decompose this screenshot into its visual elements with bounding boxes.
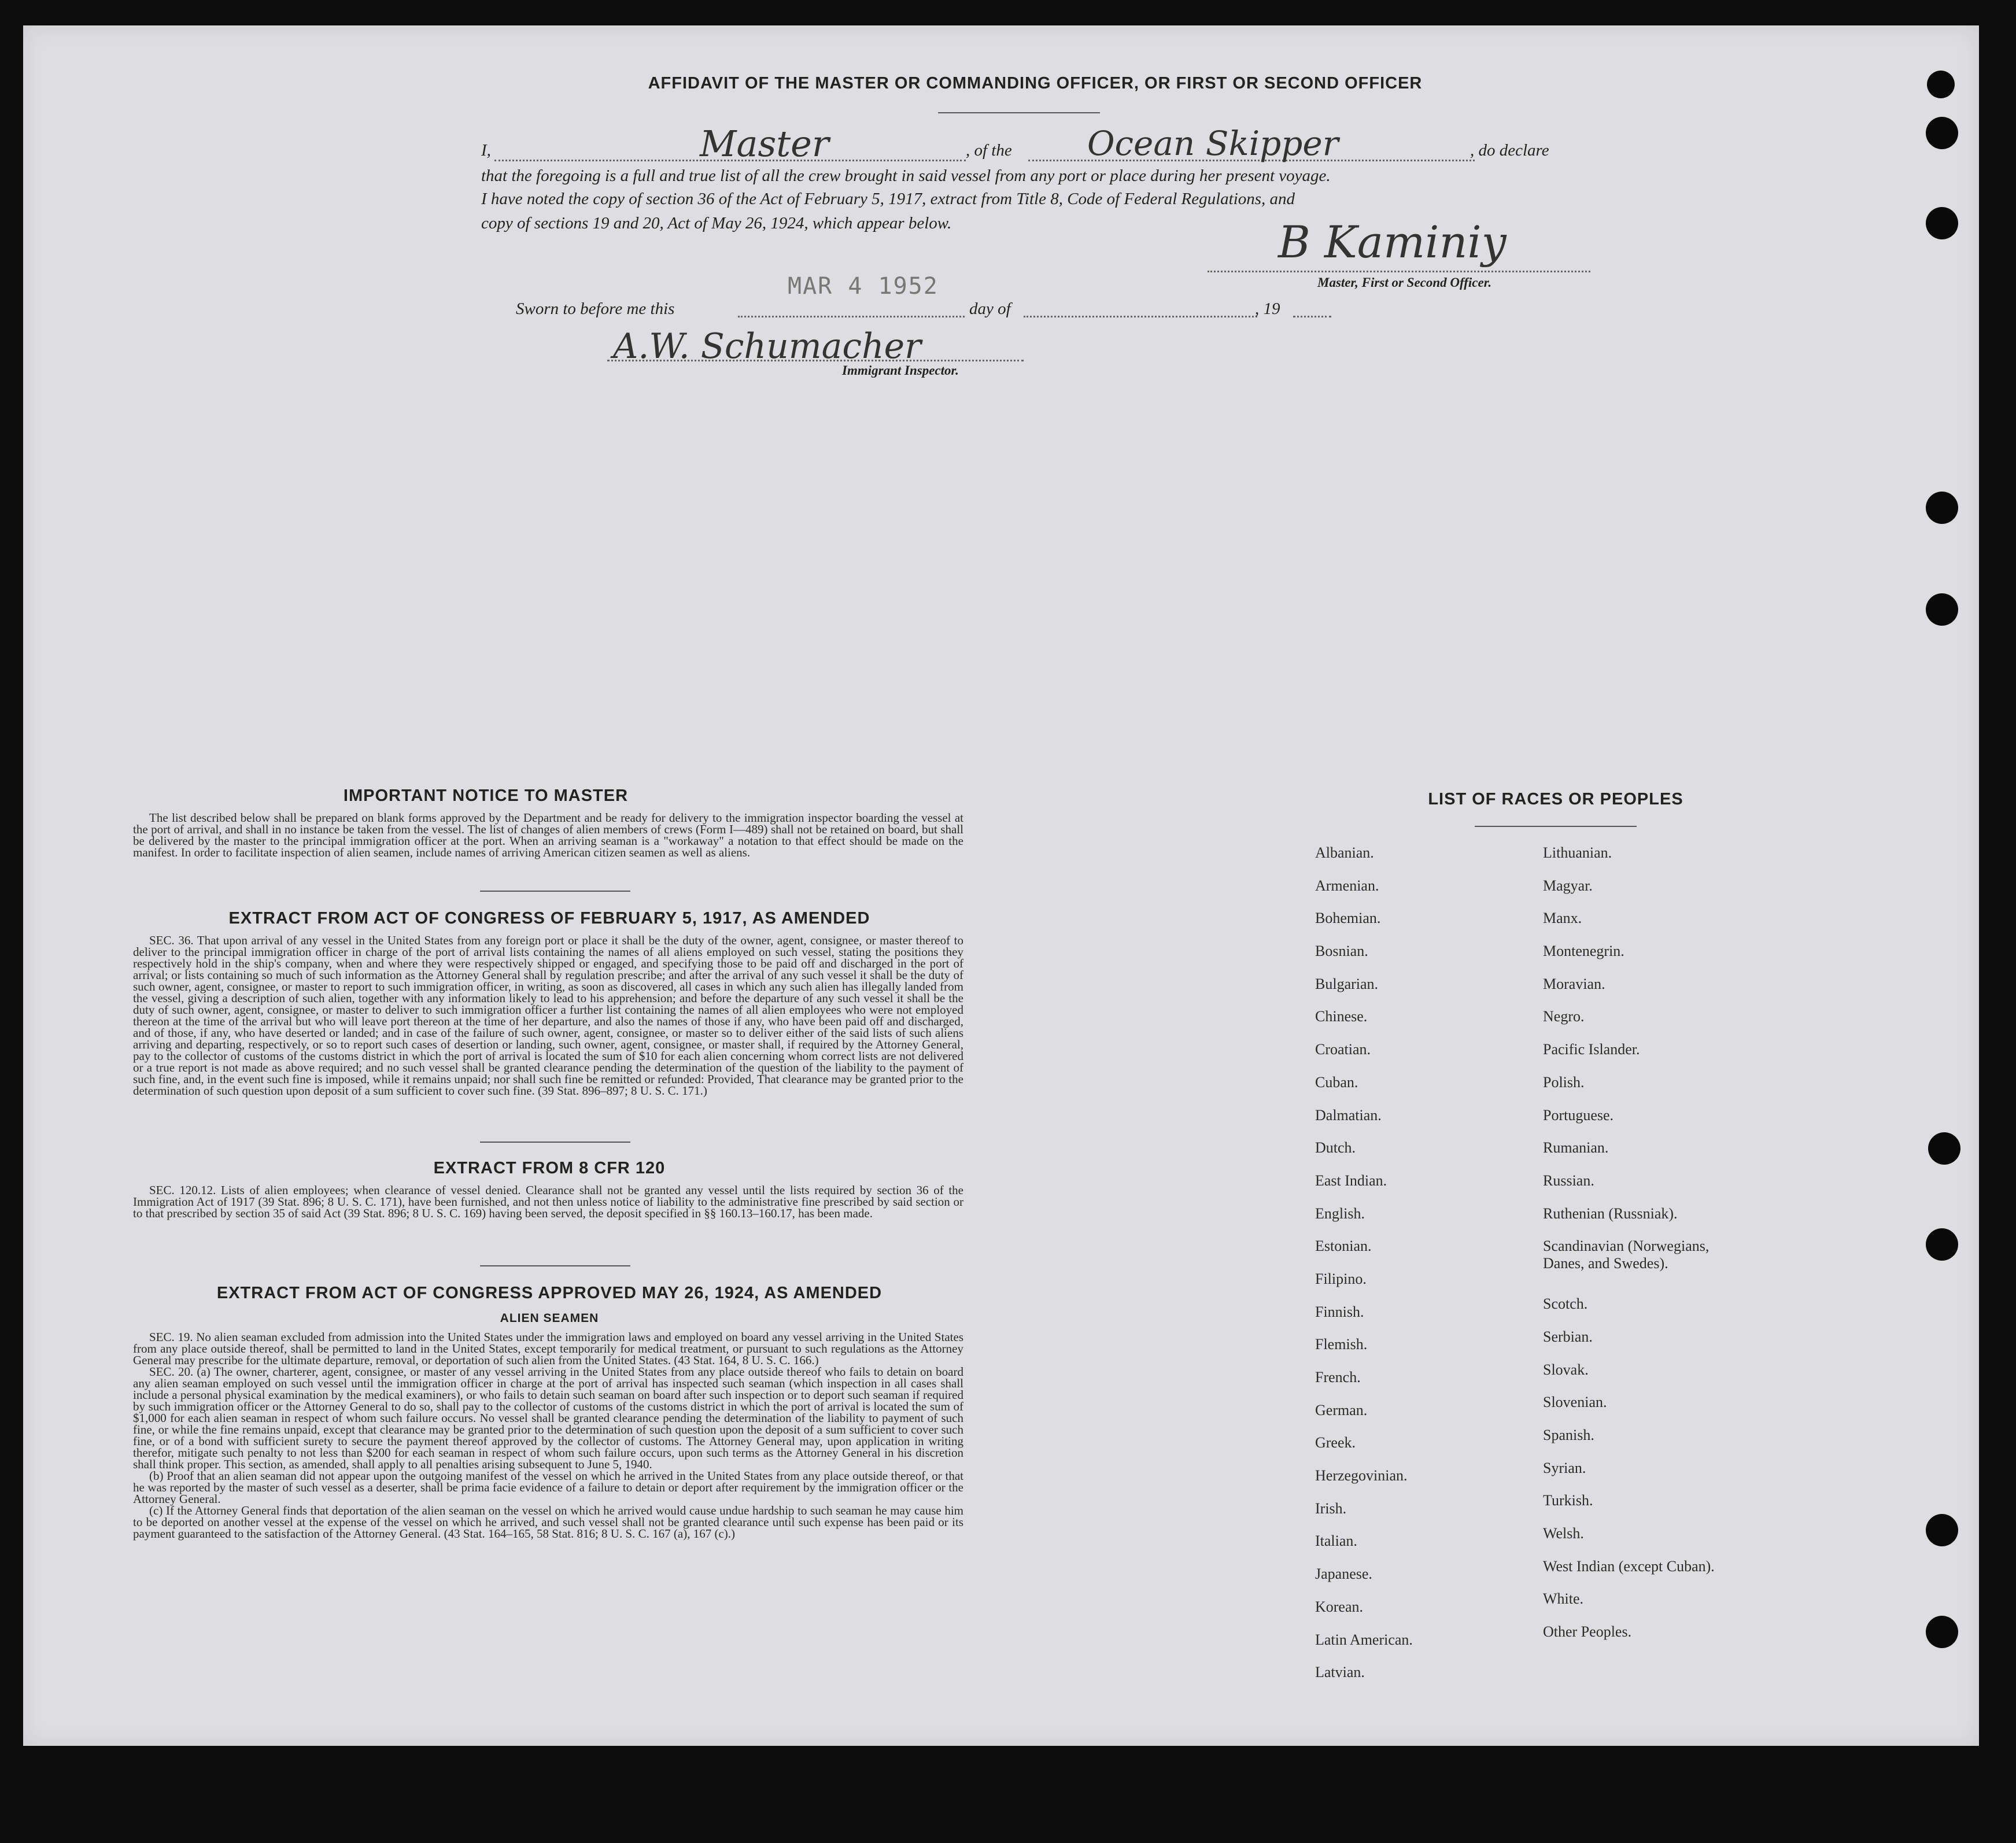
divider (480, 1142, 630, 1143)
race-item: East Indian. (1315, 1172, 1387, 1189)
race-item: Armenian. (1315, 877, 1379, 894)
sec-20b-paragraph: (b) Proof that an alien seaman did not appear upon the outgoing manifest of the vessel on which he arrived in the United States from any place outside thereof, or that he was reported by the master of such vessel as a deserter, shall be prima facie evidence of a failure to detain or deport after requirement by the immigration officer or the Attorney General. (133, 1469, 963, 1506)
race-item: Scotch. (1543, 1295, 1588, 1313)
master-handwriting: Master (700, 123, 829, 165)
declaration-i: I, (481, 141, 491, 160)
binder-hole (1926, 593, 1958, 626)
binder-hole (1926, 1228, 1958, 1261)
race-item: Chinese. (1315, 1008, 1368, 1025)
signature-line (1208, 271, 1590, 272)
sworn-label: Sworn to before me this (516, 300, 675, 318)
extract-cfr-title: EXTRACT FROM 8 CFR 120 (433, 1159, 666, 1177)
race-item: Magyar. (1543, 877, 1593, 894)
race-item: Manx. (1543, 910, 1582, 927)
race-item: Lithuanian. (1543, 844, 1612, 861)
race-item: Irish. (1315, 1499, 1347, 1517)
race-item: Slovenian. (1543, 1394, 1607, 1411)
sworn-day-line (738, 316, 965, 317)
race-item: Dalmatian. (1315, 1106, 1382, 1124)
of-the-label: , of the (966, 141, 1012, 160)
race-item: Cuban. (1315, 1073, 1358, 1091)
race-item: Dutch. (1315, 1139, 1356, 1157)
race-item: Albanian. (1315, 844, 1374, 861)
race-item: Turkish. (1543, 1492, 1593, 1509)
race-item: Welsh. (1543, 1525, 1584, 1542)
race-item: West Indian (except Cuban). (1543, 1557, 1715, 1575)
race-item: Estonian. (1315, 1238, 1372, 1255)
race-item: White. (1543, 1590, 1584, 1608)
race-item: Latvian. (1315, 1664, 1365, 1681)
binder-hole (1926, 207, 1958, 239)
race-item: French. (1315, 1369, 1361, 1386)
race-item: Pacific Islander. (1543, 1041, 1640, 1058)
race-item: Italian. (1315, 1532, 1357, 1550)
race-item: Greek. (1315, 1434, 1356, 1451)
sec-120-12-paragraph: SEC. 120.12. Lists of alien employees; when clearance of vessel denied. Clearance shall not be granted any vessel until the lists required by section 36 of the Immigration Act of 1917 (39 Stat. 896; 8 U. S. C. 171), have been furnished, and not then unless notice of liability to the administrative fine prescribed by said section or to that prescribed by section 35 of said Act (39 Stat. 896; 8 U. S. C. 169) having been served, the deposit specified in §§ 160.13–160.17, has been made. (133, 1183, 963, 1220)
signature-caption: Master, First or Second Officer. (1317, 275, 1492, 290)
alien-seamen-subtitle: ALIEN SEAMEN (500, 1312, 599, 1325)
extract-1917-body (133, 935, 963, 1096)
extract-cfr-body (133, 1184, 963, 1219)
vessel-handwriting: Ocean Skipper (1087, 124, 1339, 163)
race-item: Scandinavian (Norwegians, Danes, and Swedes). (1543, 1238, 1709, 1272)
binder-hole (1926, 1616, 1958, 1648)
race-item: Bosnian. (1315, 943, 1368, 960)
year-label: , 19 (1255, 300, 1280, 318)
date-stamp: MAR 4 1952 (788, 273, 939, 300)
day-of-label: day of (969, 300, 1011, 318)
race-item: Negro. (1543, 1008, 1585, 1025)
sec-20c-paragraph: (c) If the Attorney General finds that deportation of the alien seaman on the vessel on which he arrived would cause undue hardship to such seaman he may cause him to be deported on another vessel at the expense of the vessel on which he arrived, and such vessel shall not be granted clearance until such expense has been paid or its payment guaranteed to the satisfaction of the Attorney General. (43 Stat. 164–165, 58 Stat. 816; 8 U. S. C. 167 (a), 167 (c).) (133, 1504, 963, 1541)
race-item: Finnish. (1315, 1303, 1364, 1320)
race-item: Filipino. (1315, 1270, 1367, 1287)
race-item: Moravian. (1543, 975, 1605, 992)
notice-title: IMPORTANT NOTICE TO MASTER (343, 786, 629, 805)
declare-label: , do declare (1470, 141, 1549, 160)
race-item: Croatian. (1315, 1041, 1371, 1058)
binder-hole (1926, 492, 1958, 524)
affidavit-title: AFFIDAVIT OF THE MASTER OR COMMANDING OFFICER, OR FIRST OR SECOND OFFICER (648, 74, 1423, 93)
race-item: Other Peoples. (1543, 1623, 1632, 1641)
race-item: Slovak. (1543, 1361, 1589, 1378)
race-item: Bulgarian. (1315, 975, 1379, 992)
race-item: Russian. (1543, 1172, 1594, 1189)
notice-paragraph: The list described below shall be prepared on blank forms approved by the Department and be ready for delivery to the immigration inspector boarding the vessel at the port of arrival, and shall in no instance be taken from the vessel. The list of changes of alien members of crews (Form I—489) shall not be retained on board, but shall be delivered by the master to the principal immigration officer at the port. When an arriving seaman is a "workaway" a notation to that effect should be made on the manifest. In order to facilitate inspection of alien seamen, include names of arriving American citizen seamen as well as aliens. (133, 811, 963, 859)
divider (938, 112, 1100, 113)
sworn-year-line (1293, 316, 1331, 317)
divider (480, 1265, 630, 1266)
sec-20a-paragraph: SEC. 20. (a) The owner, charterer, agent, consignee, or master of any vessel arriving in the United States from any place outside thereof who fails to detain on board any alien seaman employed on such vessel until the immigration officer in charge at the port of arrival has inspected such seaman (which inspection in all cases shall include a personal physical examination by the medical examiners), or who fails to detain such seaman on board after such inspection or to deport such seaman if required by such immigration officer or the Attorney General to do so, shall pay to the collector of customs of the customs district in which the port of arrival is located the sum of $1,000 for each alien seaman in respect of whom such failure occurs. No vessel shall be granted clearance pending the determination of the liability to payment of such fine, or while the fine remains unpaid, except that clearance may be granted prior to the determination of such question upon the deposit of a sum sufficient to cover such fine, or of a bond with sufficient surety to secure the payment thereof approved by the collector of customs. The Attorney General may, upon application in writing therefor, mitigate such penalty to not less than $200 for each seaman in respect of whom such failure occurs, upon such terms as the Attorney General in his discretion shall think proper. This section, as amended, shall apply to all penalties arising subsequent to June 5, 1940. (133, 1365, 963, 1471)
binder-hole (1926, 1514, 1958, 1546)
extract-1917-title: EXTRACT FROM ACT OF CONGRESS OF FEBRUARY 5, 1917, AS AMENDED (228, 909, 870, 928)
binder-hole (1928, 1132, 1960, 1165)
inspector-signature: A.W. Schumacher (613, 326, 921, 367)
race-item: Ruthenian (Russniak). (1543, 1205, 1678, 1222)
races-column-2 (1543, 844, 1751, 1656)
declaration-line-3: I have noted the copy of section 36 of the Act of February 5, 1917, extract from Title 8, Code of Federal Regulations, and (481, 190, 1295, 208)
race-item: English. (1315, 1205, 1365, 1222)
divider (480, 891, 630, 892)
race-item: Flemish. (1315, 1336, 1368, 1353)
races-column-1 (1315, 844, 1413, 1697)
inspector-caption: Immigrant Inspector. (842, 363, 959, 378)
master-signature: B Kaminiy (1278, 216, 1507, 268)
race-item: Polish. (1543, 1073, 1585, 1091)
document-page (23, 25, 1979, 1746)
extract-1924-body (133, 1331, 963, 1539)
races-title: LIST OF RACES OR PEOPLES (1428, 790, 1683, 808)
race-item: Spanish. (1543, 1427, 1594, 1443)
divider (1475, 826, 1637, 827)
extract-1924-title: EXTRACT FROM ACT OF CONGRESS APPROVED MAY 26, 1924, AS AMENDED (216, 1284, 883, 1302)
notice-body (133, 812, 963, 858)
declaration-line-2: that the foregoing is a full and true list of all the crew brought in said vessel from any port or place during her present voyage. (481, 167, 1331, 185)
race-item: Portuguese. (1543, 1106, 1614, 1124)
inspector-line (607, 360, 1024, 361)
race-item: Bohemian. (1315, 910, 1381, 927)
race-item: Syrian. (1543, 1459, 1586, 1476)
race-item: German. (1315, 1401, 1368, 1419)
race-item: Serbian. (1543, 1328, 1593, 1345)
race-item: Korean. (1315, 1598, 1364, 1615)
race-item: Herzegovinian. (1315, 1467, 1408, 1484)
race-item: Latin American. (1315, 1631, 1413, 1648)
sworn-month-line (1024, 316, 1257, 317)
race-item: Japanese. (1315, 1565, 1372, 1583)
binder-hole (1926, 117, 1958, 149)
sec-36-paragraph: SEC. 36. That upon arrival of any vessel in the United States from any foreign port or place it shall be the duty of the owner, agent, consignee, or master thereof to deliver to the principal immigration officer in charge of the port of arrival lists containing the names of all aliens employed on such vessel, stating the positions they respectively hold in the ship's company, when and where they were respectively shipped or engaged, and specifying those to be paid off and discharged in the port of arrival; or lists containing so much of such information as the Attorney General shall by regulation prescribe; and after the arrival of any such vessel it shall be the duty of such owner, agent, consignee, or master to report to such immigration officer, in writing, as soon as discovered, all cases in which any such alien has illegally landed from the vessel, giving a description of such alien, together with any information likely to lead to his apprehension; and before the departure of any such vessel it shall be the duty of such owner, agent, consignee, or master to deliver to such immigration officer a further list containing the names of all alien employees who were not employed thereon at the time of the arrival but who will leave port thereon at the time of her departure, and also the names of those if any, who have been paid off and discharged, and of those, if any, who have deserted or landed; and in case of the failure of such owner, agent, consignee, or master so to deliver either of the said lists of such aliens arriving and departing, respectively, or so to report such cases of desertion or landing, such owner, agent, consignee, or master shall, if required by the Attorney General, pay to the collector of customs of the customs district in which the port of arrival is located the sum of $10 for each alien concerning whom correct lists are not delivered or a true report is not made as above required; and no such vessel shall be granted clearance pending the determination of the question of the liability to the payment of such fine, and, in the event such fine is imposed, while it remains unpaid; nor shall such fine be remitted or refunded: Provided, That clearance may be granted prior to the determination of such question upon deposit of a sum sufficient to cover such fine. (39 Stat. 896–897; 8 U. S. C. 171.) (133, 933, 963, 1098)
race-item: Rumanian. (1543, 1139, 1609, 1157)
declaration-line-4: copy of sections 19 and 20, Act of May 26, 1924, which appear below. (481, 214, 952, 232)
binder-hole (1927, 71, 1955, 98)
race-item: Montenegrin. (1543, 943, 1624, 960)
sec-19-paragraph: SEC. 19. No alien seaman excluded from admission into the United States under the immigration laws and employed on board any vessel arriving in the United States from any place outside thereof, shall be permitted to land in the United States, except temporarily for medical treatment, or pursuant to such regulations as the Attorney General may prescribe for the ultimate departure, removal, or deportation of such alien from the United States. (43 Stat. 164, 8 U. S. C. 166.) (133, 1330, 963, 1367)
